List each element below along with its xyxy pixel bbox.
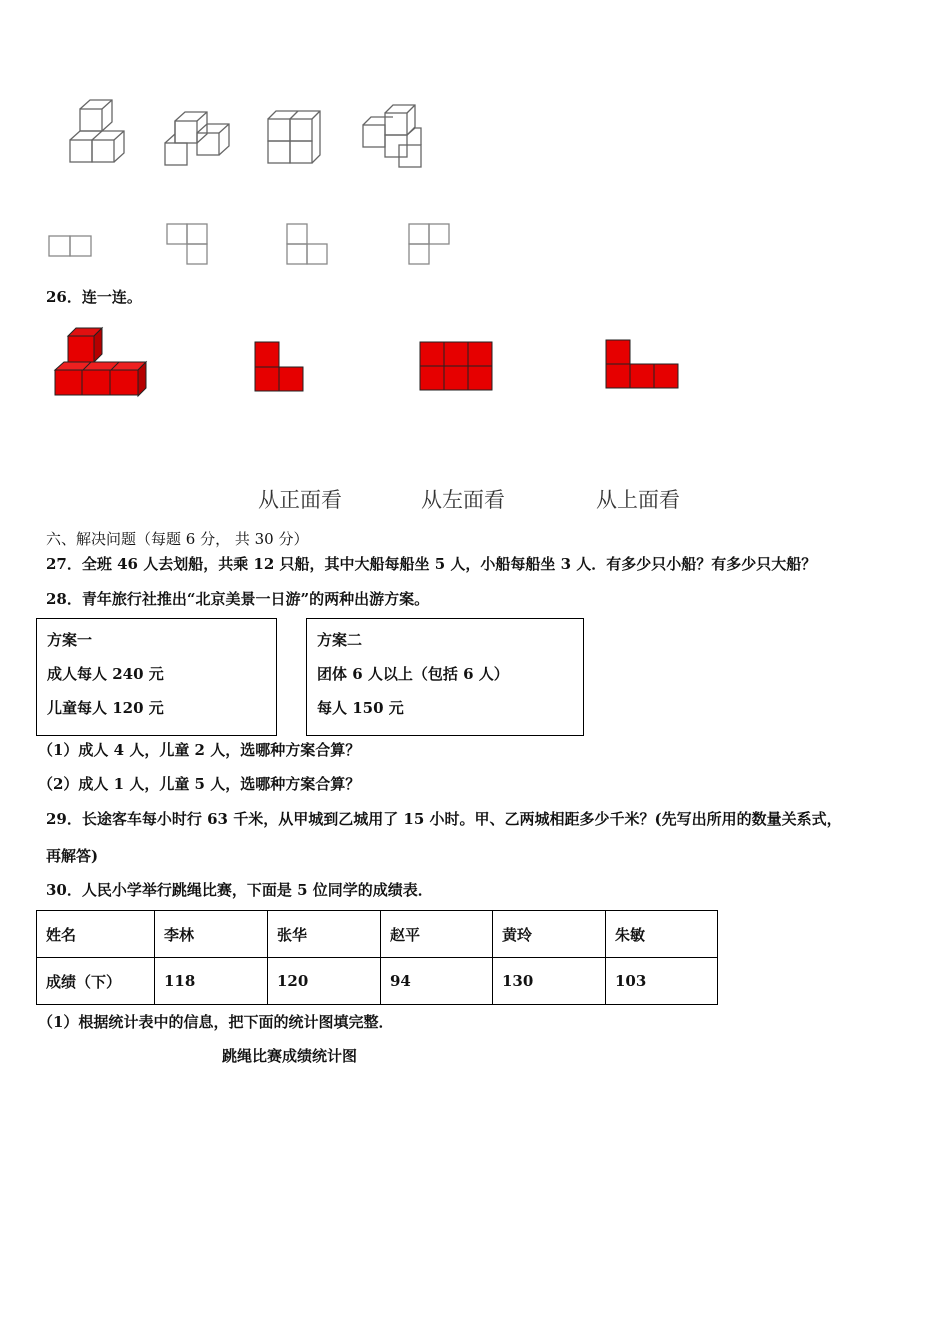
plan1-line2: 儿童每人 120 元 — [47, 699, 164, 717]
view-outline-c — [287, 224, 327, 264]
plan2-line1: 团体 6 人以上（包括 6 人） — [317, 665, 509, 683]
q27-text: 27．全班 46 人去划船，共乘 12 只船，其中大船每船坐 5 人，小船每船坐 3 人．有多少只小船？有多少只大船？ — [46, 555, 817, 573]
table-cell: 94 — [381, 958, 493, 1005]
section6-title: 六、解决问题（每题 6 分， 共 30 分） — [46, 530, 309, 548]
table-cell: 姓名 — [37, 911, 155, 958]
table-cell: 黄玲 — [493, 911, 606, 958]
table-cell: 朱敏 — [606, 911, 718, 958]
view-outlines-row — [45, 220, 465, 272]
cube-figures-row — [60, 95, 440, 175]
table-cell: 118 — [155, 958, 268, 1005]
q29-line1: 29．长途客车每小时行 63 千米，从甲城到乙城用了 15 小时。甲、乙两城相距多少千米？(先写出所用的数量关系式， — [46, 810, 842, 828]
plan1-line1: 成人每人 240 元 — [47, 665, 164, 683]
view-label-top: 从上面看 — [596, 488, 680, 512]
view-outline-d — [409, 224, 449, 264]
plan1-box — [36, 618, 277, 736]
chart-title: 跳绳比赛成绩统计图 — [222, 1047, 358, 1065]
q28-text: 28．青年旅行社推出“北京美景一日游”的两种出游方案。 — [46, 590, 430, 608]
table-cell: 120 — [268, 958, 381, 1005]
red-figures-row — [50, 322, 700, 404]
view-label-front: 从正面看 — [258, 488, 342, 512]
plan2-line2: 每人 150 元 — [317, 699, 404, 717]
table-row — [37, 911, 718, 958]
table-cell: 成绩（下） — [37, 958, 155, 1005]
cube-figure-c — [268, 111, 320, 163]
table-cell: 李林 — [155, 911, 268, 958]
red-view-l — [255, 342, 303, 391]
table-cell: 103 — [606, 958, 718, 1005]
table-cell: 张华 — [268, 911, 381, 958]
cube-figure-a — [70, 100, 124, 162]
cube-figure-b — [165, 112, 229, 165]
q26-title: 26．连一连。 — [46, 288, 142, 306]
table-cell: 130 — [493, 958, 606, 1005]
red-view-rect — [420, 342, 492, 390]
q28-sub1: （1）成人 4 人，儿童 2 人，选哪种方案合算？ — [38, 741, 361, 759]
q28-sub2: （2）成人 1 人，儿童 5 人，选哪种方案合算？ — [38, 775, 361, 793]
table-cell: 赵平 — [381, 911, 493, 958]
view-label-left: 从左面看 — [421, 488, 505, 512]
q29-line2: 再解答) — [46, 847, 99, 865]
plan2-title: 方案二 — [317, 631, 363, 649]
view-outline-a — [49, 236, 91, 256]
view-outline-b — [167, 224, 207, 264]
q30-sub1: （1）根据统计表中的信息，把下面的统计图填完整． — [38, 1013, 394, 1031]
cube-figure-d — [363, 105, 421, 167]
plan2-box — [306, 618, 584, 736]
q30-text: 30．人民小学举行跳绳比赛，下面是 5 位同学的成绩表． — [46, 881, 433, 899]
plan1-title: 方案一 — [47, 631, 93, 649]
score-table — [36, 910, 718, 1005]
red-view-long-l — [606, 340, 678, 388]
red-3d-solid — [55, 328, 146, 396]
table-row — [37, 958, 718, 1005]
